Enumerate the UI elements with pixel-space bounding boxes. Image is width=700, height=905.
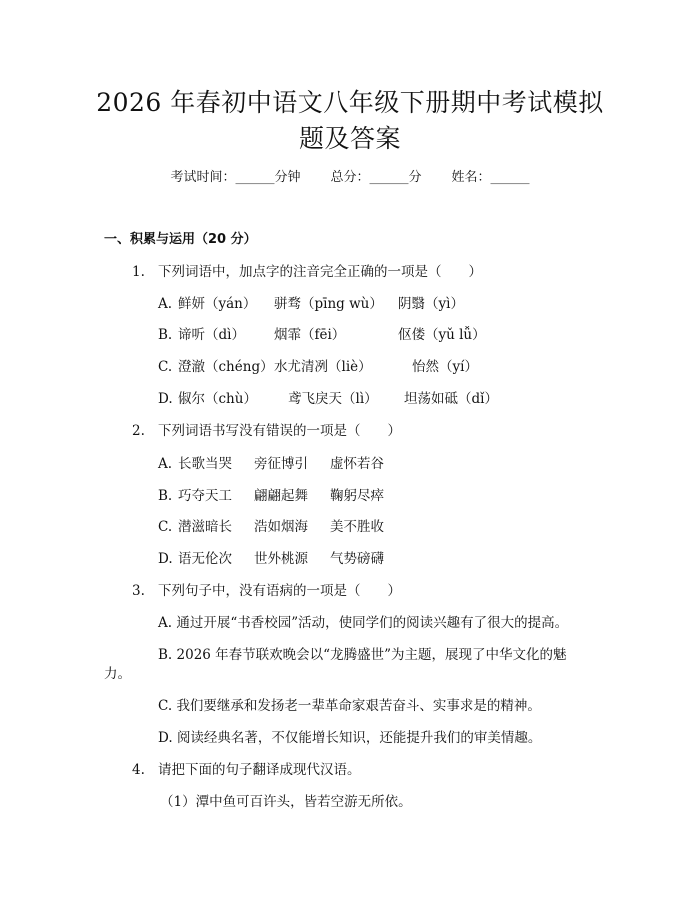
option-item: 旁征博引: [254, 456, 308, 472]
page-title-line2: 题及答案: [298, 124, 401, 153]
question-text: 下列词语中，加点字的注音完全正确的一项是（ ）: [158, 264, 482, 280]
question-1: [132, 262, 482, 282]
exam-time: 考试时间：______分钟: [170, 170, 301, 185]
question-number: 2.: [132, 423, 145, 439]
option-label: D.: [158, 391, 173, 407]
exam-info: [0, 168, 700, 188]
option-item: 烟霏（fēi）: [274, 327, 346, 343]
option-label: D.: [158, 730, 173, 746]
exam-name: 姓名：______: [451, 170, 530, 185]
option-item: 世外桃源: [254, 551, 308, 567]
option-item: 语无伦次: [178, 551, 232, 567]
question-3: [132, 581, 401, 601]
option-item: 俶尔（chù）: [178, 391, 257, 407]
option-item: 美不胜收: [330, 519, 384, 535]
option-text: 阅读经典名著，不仅能增长知识，还能提升我们的审美情趣。: [176, 730, 542, 746]
question-number: 4.: [132, 762, 145, 778]
page-title-line1: 2026 年春初中语文八年级下册期中考试模拟: [96, 88, 604, 117]
option-label: C.: [158, 519, 173, 535]
exam-score: 总分：______分: [330, 170, 422, 185]
option-item: 鞠躬尽瘁: [330, 488, 384, 504]
question-number: 3.: [132, 583, 145, 599]
q3-option-c: [158, 696, 541, 716]
option-item: 鸢飞戾天（lì）: [288, 391, 378, 407]
question-text: 下列句子中，没有语病的一项是（ ）: [158, 583, 401, 599]
option-label: B.: [158, 488, 173, 504]
option-item: 潜滋暗长: [178, 519, 232, 535]
q4-subquestion-1: （1）潭中鱼可百许头，皆若空游无所依。: [160, 794, 412, 810]
option-item: 气势磅礴: [330, 551, 384, 567]
option-item: 长歌当哭: [178, 456, 232, 472]
option-item: 浩如烟海: [254, 519, 308, 535]
option-label: A.: [158, 615, 173, 631]
q3-option-d: [158, 728, 541, 748]
option-item: 澄澈（chéng）: [178, 359, 274, 375]
question-text: 请把下面的句子翻译成现代汉语。: [158, 762, 361, 778]
option-item: 翩翩起舞: [254, 488, 308, 504]
option-item: 怡然（yí）: [412, 359, 478, 375]
option-label: A.: [158, 296, 173, 312]
option-item: 虚怀若谷: [330, 456, 384, 472]
q3-option-b-continuation: 力。: [104, 666, 131, 682]
option-item: 骈骛（pīng wù）: [274, 296, 383, 312]
option-text: 我们要继承和发扬老一辈革命家艰苦奋斗、实事求是的精神。: [176, 698, 541, 714]
option-text: 通过开展“书香校园”活动，使同学们的阅读兴趣有了很大的提高。: [176, 615, 569, 631]
option-label: B.: [158, 647, 173, 663]
option-item: 鲜妍（yán）: [178, 296, 257, 312]
question-2: [132, 421, 401, 441]
question-4: [132, 760, 361, 780]
option-item: 伛偻（yǔ lǚ）: [398, 327, 486, 343]
option-label: D.: [158, 551, 173, 567]
q3-option-b: [158, 645, 566, 665]
option-item: 阴翳（yì）: [398, 296, 464, 312]
option-label: C.: [158, 698, 173, 714]
question-text: 下列词语书写没有错误的一项是（ ）: [158, 423, 401, 439]
option-label: B.: [158, 327, 173, 343]
option-item: 巧夺天工: [178, 488, 232, 504]
option-item: 谛听（dì）: [178, 327, 245, 343]
option-text: 2026 年春节联欢晚会以“龙腾盛世”为主题，展现了中华文化的魅: [176, 647, 567, 663]
q3-option-a: [158, 613, 568, 633]
option-item: 坦荡如砥（dǐ）: [404, 391, 498, 407]
question-number: 1.: [132, 264, 145, 280]
option-label: A.: [158, 456, 173, 472]
option-item: 水尤清冽（liè）: [274, 359, 372, 375]
option-label: C.: [158, 359, 173, 375]
section-heading: 一、积累与运用（20 分）: [104, 232, 257, 247]
